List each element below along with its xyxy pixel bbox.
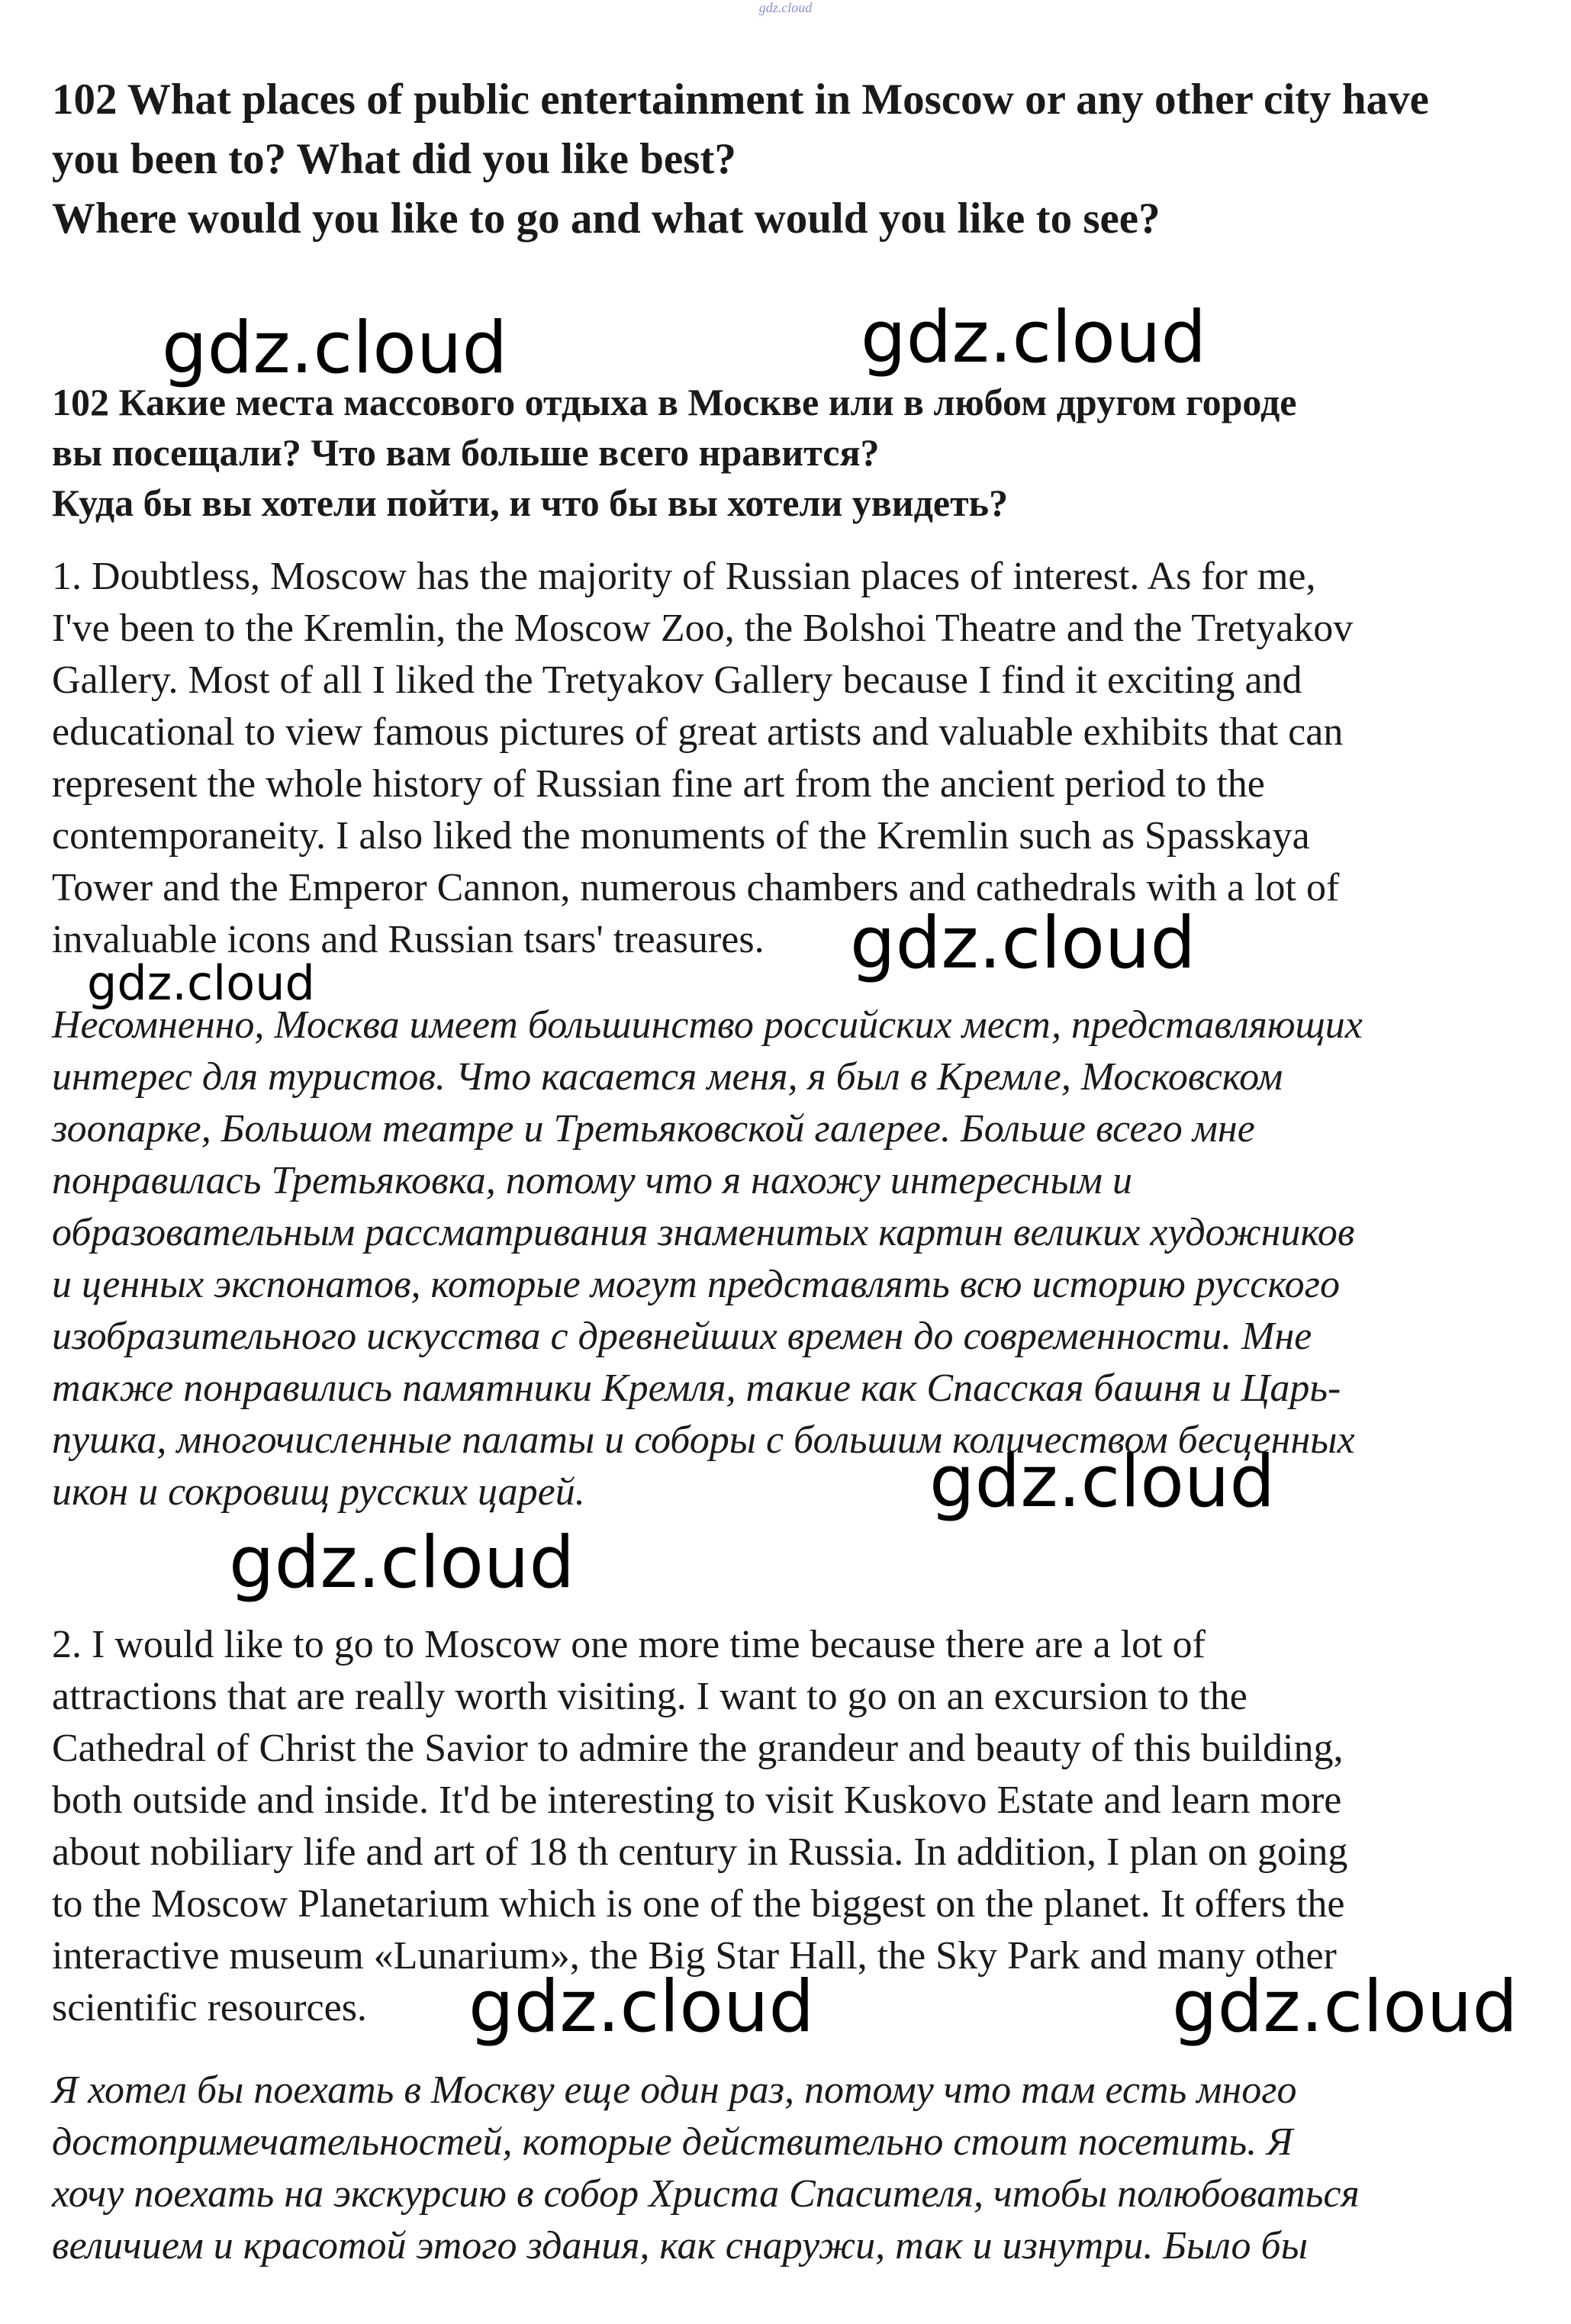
- text-line: пушка, многочисленные палаты и соборы с большим количеством бесценных: [52, 1418, 1355, 1462]
- answer-1-russian: [52, 999, 1563, 1524]
- watermark: gdz.cloud: [850, 902, 1196, 985]
- text-line: вы посещали? Что вам больше всего нравится?: [52, 431, 880, 474]
- watermark: gdz.cloud: [87, 955, 315, 1011]
- text-line: 2. I would like to go to Moscow one more time because there are a lot of: [52, 1623, 1206, 1666]
- text-line: Tower and the Emperor Cannon, numerous chambers and cathedrals with a lot of: [52, 866, 1340, 909]
- text-line: также понравились памятники Кремля, такие как Спасская башня и Царь-: [52, 1366, 1341, 1410]
- text-line: contemporaneity. I also liked the monuments of the Kremlin such as Spasskaya: [52, 814, 1310, 858]
- text-line: достопримечательностей, которые действительно стоит посетить. Я: [52, 2120, 1293, 2164]
- question-english: [52, 70, 1547, 249]
- text-line: about nobiliary life and art of 18 th century in Russia. In addition, I plan on going: [52, 1830, 1348, 1874]
- text-line: Куда бы вы хотели пойти, и что бы вы хотели увидеть?: [52, 481, 1009, 524]
- text-line: 102 Какие места массового отдыха в Москве или в любом другом городе: [52, 381, 1297, 423]
- text-line: represent the whole history of Russian fine art from the ancient period to the: [52, 762, 1265, 806]
- text-line: икон и сокровищ русских царей.: [52, 1470, 585, 1514]
- text-line: Я хотел бы поехать в Москву еще один раз, потому что там есть много: [52, 2068, 1297, 2112]
- text-line: 1. Doubtless, Moscow has the majority of Russian places of interest. As for me,: [52, 555, 1316, 598]
- watermark: gdz.cloud: [1172, 1965, 1518, 2049]
- text-line: Несомненно, Москва имеет большинство российских мест, представляющих: [52, 1003, 1363, 1047]
- text-line: понравилась Третьяковка, потому что я нахожу интересным и: [52, 1159, 1132, 1202]
- watermark: gdz.cloud: [162, 307, 508, 390]
- watermark: gdz.cloud: [229, 1521, 575, 1605]
- text-line: Cathedral of Christ the Savior to admire the grandeur and beauty of this building,: [52, 1727, 1344, 1770]
- text-line: Where would you like to go and what would you like to see?: [52, 195, 1161, 243]
- text-line: и ценных экспонатов, которые могут представлять всю историю русского: [52, 1263, 1340, 1306]
- header-watermark: gdz.cloud: [758, 0, 813, 15]
- text-line: educational to view famous pictures of great artists and valuable exhibits that can: [52, 710, 1344, 754]
- text-line: интерес для туристов. Что касается меня, я был в Кремле, Московском: [52, 1055, 1283, 1099]
- text-line: зоопарке, Большом театре и Третьяковской галерее. Больше всего мне: [52, 1107, 1255, 1151]
- text-line: образовательным рассматривания знаменитых картин великих художников: [52, 1211, 1355, 1254]
- text-line: scientific resources.: [52, 1986, 367, 2029]
- watermark: gdz.cloud: [861, 296, 1207, 379]
- text-line: to the Moscow Planetarium which is one of the biggest on the planet. It offers the: [52, 1882, 1345, 1926]
- text-line: хочу поехать на экскурсию в собор Христа Спасителя, чтобы полюбоваться: [52, 2172, 1360, 2216]
- text-line: I've been to the Kremlin, the Moscow Zoo, the Bolshoi Theatre and the Tretyakov: [52, 607, 1354, 650]
- watermark: gdz.cloud: [468, 1965, 815, 2049]
- text-line: interactive museum «Lunarium», the Big Star Hall, the Sky Park and many other: [52, 1934, 1337, 1978]
- text-line: Gallery. Most of all I liked the Tretyakov Gallery because I find it exciting and: [52, 658, 1302, 702]
- text-line: величием и красотой этого здания, как снаружи, так и изнутри. Было бы: [52, 2224, 1308, 2268]
- answer-1-english: [52, 551, 1563, 966]
- text-line: 102 What places of public entertainment in Moscow or any other city have: [52, 76, 1429, 124]
- text-line: both outside and inside. It'd be interesting to visit Kuskovo Estate and learn more: [52, 1778, 1342, 1822]
- text-line: you been to? What did you like best?: [52, 135, 736, 183]
- text-line: invaluable icons and Russian tsars' treasures.: [52, 918, 765, 961]
- text-line: изобразительного искусства с древнейших времен до современности. Мне: [52, 1315, 1312, 1358]
- watermark: gdz.cloud: [929, 1440, 1276, 1524]
- text-line: attractions that are really worth visiting. I want to go on an excursion to the: [52, 1675, 1247, 1718]
- answer-2-russian: [52, 2065, 1563, 2272]
- question-russian: [52, 377, 1547, 528]
